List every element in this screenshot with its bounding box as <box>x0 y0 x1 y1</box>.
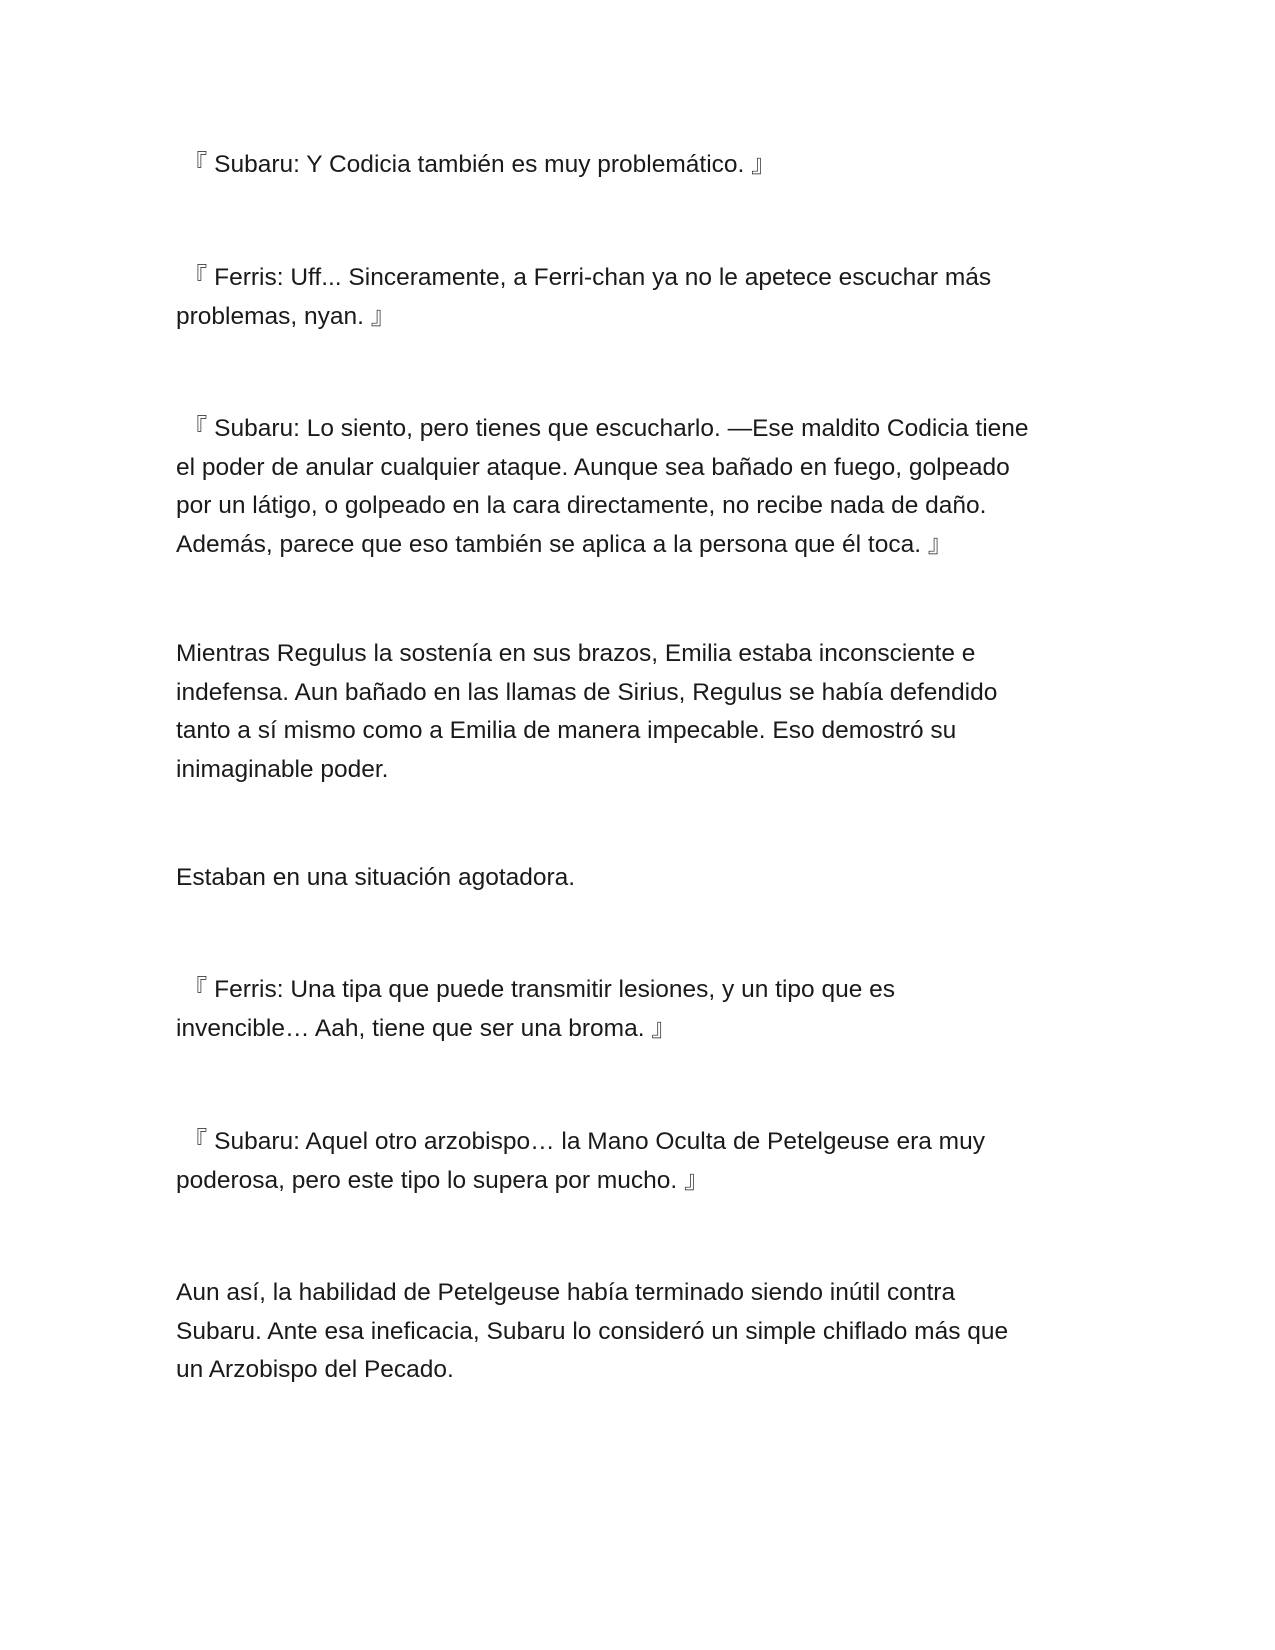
text-line: 『 Subaru: Aquel otro arzobispo… la Mano Oculta de Petelgeuse era muy <box>176 1128 985 1155</box>
paragraph-subaru-lo-siento <box>176 410 1096 564</box>
paragraph-subaru-codicia <box>176 146 1096 185</box>
paragraph-aun-asi <box>176 1274 1096 1390</box>
text-line: un Arzobispo del Pecado. <box>176 1356 454 1383</box>
paragraph-ferris-una-tipa <box>176 971 1096 1048</box>
text-line: 『 Ferris: Una tipa que puede transmitir lesiones, y un tipo que es <box>176 976 896 1003</box>
text-line: el poder de anular cualquier ataque. Aunque sea bañado en fuego, golpeado <box>176 453 1010 481</box>
text-line: invencible… Aah, tiene que ser una broma. 』 <box>176 1014 676 1042</box>
text-line: inimaginable poder. <box>176 755 389 783</box>
text-line: problemas, nyan. 』 <box>176 302 396 330</box>
paragraph-mientras-regulus <box>176 635 1096 789</box>
text-line: Además, parece que eso también se aplica a la persona que él toca. 』 <box>176 530 953 558</box>
text-line: Mientras Regulus la sostenía en sus brazos, Emilia estaba inconsciente e <box>176 640 976 667</box>
text-line: 『 Subaru: Lo siento, pero tienes que escucharlo. —Ese maldito Codicia tiene <box>176 415 1029 442</box>
paragraph-subaru-aquel <box>176 1123 1096 1200</box>
text-line: 『 Ferris: Uff... Sinceramente, a Ferri-chan ya no le apetece escuchar más <box>176 264 992 291</box>
text-line: poderosa, pero este tipo lo supera por mucho. 』 <box>176 1166 709 1194</box>
text-line: tanto a sí mismo como a Emilia de manera impecable. Eso demostró su <box>176 717 957 744</box>
text-line: 『 Subaru: Y Codicia también es muy problemático. 』 <box>176 151 776 178</box>
text-line: Estaban en una situación agotadora. <box>176 864 576 891</box>
paragraph-ferris-uff <box>176 259 1096 336</box>
text-line: por un látigo, o golpeado en la cara directamente, no recibe nada de daño. <box>176 492 987 519</box>
text-line: Aun así, la habilidad de Petelgeuse había terminado siendo inútil contra <box>176 1279 956 1306</box>
text-line: indefensa. Aun bañado en las llamas de Sirius, Regulus se había defendido <box>176 678 998 706</box>
paragraph-estaban <box>176 859 1096 898</box>
text-line: Subaru. Ante esa ineficacia, Subaru lo consideró un simple chiflado más que <box>176 1317 1009 1345</box>
